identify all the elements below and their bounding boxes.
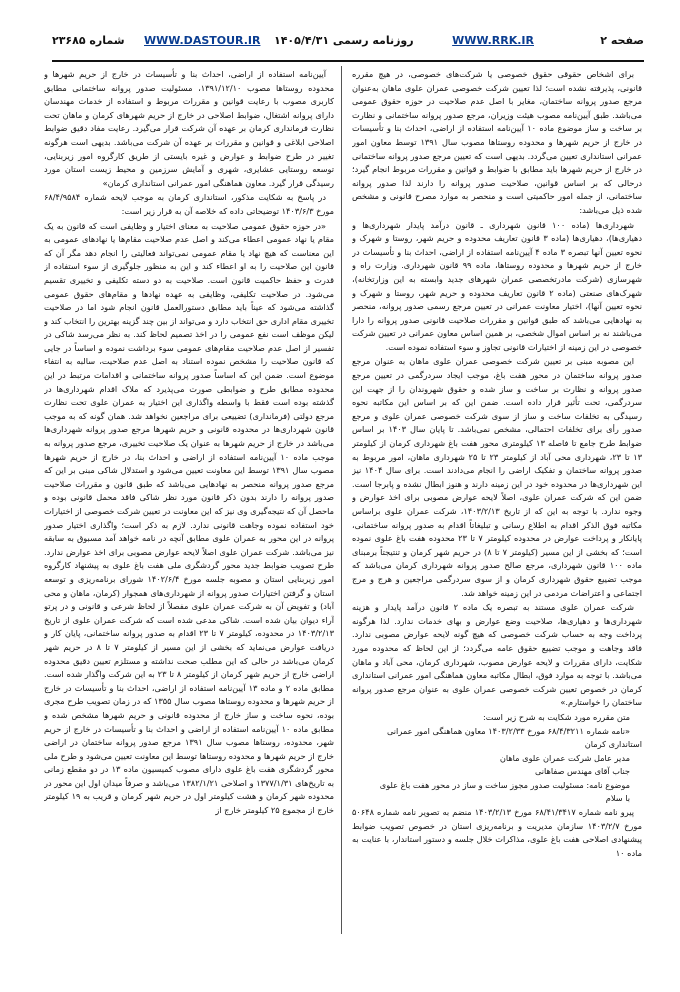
- right-paragraph: شهرداری‌ها (ماده ۱۰۰ قانون شهرداری ـ قانون درآمد پایدار شهرداری‌ها و دهیاری‌ها)، دهیاری‌ها (ماده ۳ قانون تعاریف محدوده و حریم شهر، روستا و شهرک و نحوه تعیین آنها تبصره ۳ ماده ۴ آیین‌نامه استفاده از اراضی، احداث بنا و تأسیسات در خارج از حریم شهرها و محدوده روستاها، ماده ۹۹ قانون شهرداری. وزارت راه و شهرسازی (شرکت مادرتخصصی عمران شهرهای جدید وابسته به این وزارتخانه)، شهرک‌های صنعتی (ماده ۲ قانون تعاریف محدوده و حریم شهر، روستا و شهرک و نحوه تعیین آنها)، اختیار معاونت عمرانی در تعیین مرجع رسمی صدور پروانه، منحصر به نهادهایی می‌باشد که طبق قوانین و مقررات صلاحیت قانونی صدور پروانه را دارا می‌باشند نه بر اساس اموال شخصی، بر همین اساس معاون عمرانی در تعیین شرکت خصوصی در این زمینه از اختیارات قانونی تجاوز و سوء استفاده نموده است.: [352, 219, 642, 352]
- right-paragraph: برای اشخاص حقوقی حقوق خصوصی یا شرکت‌های خصوصی، در هیچ مقرره قانونی، پذیرفته نشده است؛ لذا تعیین شرکت خصوصی عمران علوی ماهان به‌عنوان مرجع صدور پروانه ساختمان، مغایر با اصل عدم صلاحیت در حوزه حقوق عمومی می‌باشد. طبق آیین‌نامه مصوب هیئت وزیران، مرجع صدور پروانه ساختمانی و نظارت بر ساخت و ساز موضوع ماده ۱۰ آیین‌نامه استفاده از اراضی، احداث بنا و تأسیسات در خارج از حریم شهرها و محدوده روستاها مصوب سال ۱۳۹۱ توسط معاون امور عمرانی استانداری تعیین می‌گردد. بدیهی است که تعیین مرجع صدور پروانه ساختمانی در خارج از حریم شهرها باید مطابق با ضوابط و قوانین و مقررات مربوط انجام گیرد؛ درحالی که بر اساس قوانین، صلاحیت صدور پروانه را دارند لذا صدور پروانه ساختمانی، از جمله امور حاکمیتی است و منحصر به موارد مصرح قانونی و مشخص شده ذیل می‌باشد:: [352, 69, 642, 215]
- right-closing-paragraph: پیرو نامه شماره ۶۸/۴۱/۳۴۱۷ مورخ ۱۴۰۳/۲/۱۳ منضم به تصویر نامه شماره ۵۰۶۴۸ مورخ ۱۴۰۳/۲/۷ سازمان مدیریت و برنامه‌ریزی استان در خصوص تصویب ضوابط پیشنهادی اصلاحی هفت باغ علوی، مذاکرات خلال جلسه و دستور استاندار، با عنایت به ماده ۱۰: [352, 807, 642, 858]
- gazette-title-date: روزنامه رسمی ۱۴۰۵/۴/۳۱: [274, 34, 414, 47]
- left-column: [44, 68, 334, 930]
- letter-recipient: مدیر عامل شرکت عمران علوی ماهان: [499, 752, 630, 763]
- page-header: [52, 34, 644, 56]
- left-paragraph: آیین‌نامه استفاده از اراضی، احداث بنا و تأسیسات در خارج از حریم شهرها و محدوده روستاها مصوب ۱۳۹۱/۱۲/۱۰، مسئولیت صدور پروانه ساختمانی مطابق کاربری مصوب با رعایت قوانین و مقررات مربوط و استفاده از خدمات مهندسان دارای پروانه اشتغال، ضوابط اصلاحی در خارج از حریم شهرهای کرمان و ماهان تحت نظارت فرمانداری کرمان بر عهده آن شرکت قرار می‌گیرد. رعایت مفاد دقیق ضوابط اصلاحی ابلاغی و قوانین و مقررات بر عهده آن شرکت می‌باشد. بدیهی است هرگونه تغییر در طرح ضوابط و عوارض و غیره بایستی از طریق کارگروه امور زیربنایی، توسعه روستایی عشایری، شهری و آمایش سرزمین و محیط زیست استان مورد رسیدگی قرار گیرد. معاون هماهنگی امور عمرانی استانداری کرمان»: [44, 69, 334, 188]
- quote-intro-line: متن مقرره مورد شکایت به شرح زیر است:: [482, 711, 630, 722]
- letter-addressee: جناب آقای مهندس صفاهانی: [534, 766, 630, 777]
- header-divider: [52, 60, 644, 62]
- letter-subject: موضوع نامه: مسئولیت صدور مجوز ساخت و ساز در محور هفت باغ علوی: [379, 779, 630, 790]
- rrk-site-link[interactable]: WWW.RRK.IR: [452, 34, 534, 47]
- left-paragraph: در پاسخ به شکایت مذکور، استانداری کرمان به موجب لایحه شماره ۶۸/۴/۹۵۸۴ مورخ ۱۴۰۳/۶/۳ توضیحاتی داده که خلاصه آن به قرار زیر است:: [44, 192, 334, 216]
- letter-greeting: با سلام: [605, 793, 630, 804]
- issue-number: شماره ۲۳۶۸۵: [52, 34, 125, 47]
- left-paragraph: «در حوزه حقوق عمومی صلاحیت به معنای اختیار و وظایفی است که قانون به یک مقام یا نهاد عمومی اعطاء می‌کند و اصل عدم صلاحیت مقام‌ها یا نهادهای عمومی به این معناست که هیچ نهاد یا مقام عمومی نمی‌تواند فعالیتی را انجام دهد مگر آن که قانون این صلاحیت را به او اعطاء کند و این به منظور جلوگیری از سوء استفاده از قدرت و حفظ حاکمیت قانون است. صلاحیت به دو دسته تکلیفی و تخییری تقسیم می‌شود. در صلاحیت تکلیفی، وظایفی به عهده نهادها و مقام‌های حقوق عمومی گذاشته می‌شود که عیناً باید مطابق دستورالعمل قانون انجام شود اما در صلاحیت تخییری مقام اداری حق انتخاب دارد و می‌تواند از بین چند گزینه بهترین را انتخاب کند و لیکن موظف است نفع عمومی را در اخذ تصمیم لحاظ کند. به نظر می‌رسد شاکی در تفسیر از اصل عدم صلاحیت مقام‌های عمومی سوء برداشت نموده و اساساً در جایی که قانون صلاحیت را مشخص نموده استناد به اصل عدم صلاحیت، سالبه به انتفاء موضوع است. ضمن این که اساساً صدور پروانه ساختمانی و اقدامات مرتبط در این محدوده مطابق طرح و ضوابطی صورت می‌پذیرد که ملاک اقدام شهرداری‌ها در گذشته بوده است فقط با واسطه واگذاری این اختیار به عمران علوی تحت نظارت مرجع دولتی (فرمانداری) تضییعی برای مراجعین نخواهد شد. همان گونه که به موجب قانون شهرداری‌ها در محدوده قانونی و حریم شهرها مرجع صدور پروانه شهرداری‌ها می‌باشد در خارج از حریم شهرها به عنوان یک صلاحیت تخییری، مرجع صدور پروانه به موجب ماده ۱۰ آیین‌نامه استفاده از اراضی و احداث بنا، در خارج از حریم شهرها مصوب سال ۱۳۹۱ توسط این معاونت تعیین می‌شود و استدلال شاکی مبنی بر این که مرجع صدور پروانه منحصر به نهادهایی می‌باشد که طبق قانون و مقررات صلاحیت صدور پروانه را دارند بدون ذکر قانون مورد نظر شاکی فاقد محمل قانونی بوده و ماحصل آن که نتیجه‌گیری وی نیز که این معاونت در تعیین شرکت خصوصی از اختیارات خود استفاده نموده وجاهت قانونی ندارد. لازم به ذکر است؛ واگذاری اختیار صدور پروانه در این محور به عمران علوی مطابق آنچه در نامه خواهد آمد مسبوق به سابقه نیز می‌باشد. شرکت عمران علوی اصلاً لایحه عوارض مصوبی برای اخذ عوارض ندارد. طرح تصویب ضوابط جدید محور گردشگری ملی هفت باغ علوی به پیشنهاد کارگروه امور زیربنایی استان و مصوبه جلسه مورخ ۱۴۰۲/۶/۴ شورای برنامه‌ریزی و توسعه استان و گرفتن اختیارات صدور پروانه از شهرداری‌های همجوار (کرمان، ماهان و محی آباد) و تفویض آن به شرکت عمران علوی مفصلاً از لحاظ شرعی و قانونی و در پرتو آراء دیوان بیان شده است. شاکی مدعی شده است که شرکت عمران علوی از تاریخ ۱۴۰۳/۲/۱۳ در محدوده، کیلومتر ۷ تا ۲۳ اقدام به صدور پروانه ساختمانی، پایان کار و دریافت عوارض می‌نماید که بخشی از این مسیر از کیلومتر ۷ تا ۸ در حریم شهر کرمان می‌باشد در حالی که این مطلب صحت نداشته و مستلزم تعیین دقیق محدوده اراضی خارج از حریم شهر کرمان از کیلومتر ۸ تا ۲۳ به این شرکت واگذار شده است. مطابق ماده ۲ و ماده ۱۳ آیین‌نامه استفاده از اراضی، احداث بنا و تأسیسات در خارج از حریم شهرها و محدوده روستاها مصوب سال ۱۳۵۵ که در زمان تصویب طرح مجری بوده، نحوه ساخت و ساز خارج از محدوده قانونی و حریم شهرها مشخص شده و مطابق ماده ۱۰ آیین‌نامه استفاده از اراضی و احداث بنا و تأسیسات در خارج از حریم شهر، محدوده، روستاها مصوب سال ۱۳۹۱ مرجع صدور پروانه ساختمان در اراضی خارج از حریم شهرها و محدوده روستاها توسط این معاونت تعیین می‌شود و طرح ملی محور گردشگری هفت باغ علوی دارای مصوب کمیسیون ماده ۱۳ در دو مقطع زمانی به تاریخ‌های ۱۳۷۷/۱/۳۱ و اصلاحی ۱۳۸۲/۱/۲۱ می‌باشد و صرفاً میدان اول این محور در محدوده شهر کرمان و هشت کیلومتر اول در حریم شهر کرمان و قریب به ۱۹ کیلومتر خارج از مجموع ۲۵ کیلومتر خارج از: [44, 220, 334, 816]
- page-number: صفحه ۲: [600, 34, 644, 47]
- right-paragraph: شرکت عمران علوی مستند به تبصره یک ماده ۲ قانون درآمد پایدار و هزینه شهرداری‌ها و دهیاری‌ها، صلاحیت وضع عوارض و بهای خدمات ندارد. لذا هرگونه پرداخت وجه به حساب شرکت خصوصی که هیچ گونه لایحه عوارض مصوبی ندارد. فاقد وجاهت و موجب تضییع حقوق عامه می‌گردد؛ از این لحاظ که محدوده مورد شکایت، دارای مقررات و لایحه عوارض مصوب، شهرداری کرمان، محی آباد و ماهان می‌باشد. با توجه به موارد فوق، ابطال مکاتبه معاون هماهنگی امور عمرانی استانداری کرمان در خصوص تعیین شرکت خصوصی عمران علوی به عنوان مرجع صدور پروانه ساختمان را خواستارم.»: [352, 602, 642, 708]
- right-column: [352, 68, 642, 930]
- quoted-letter-header: «نامه شماره ۶۸/۴/۳۲۱۱ مورخ ۱۴۰۳/۲/۳۳ معاون هماهنگی امور عمرانی استانداری کرمان: [386, 725, 642, 750]
- column-divider: [341, 66, 342, 934]
- dastour-site-link[interactable]: WWW.DASTOUR.IR: [144, 34, 261, 47]
- right-paragraph: این مصوبه مبنی بر تعیین شرکت خصوصی عمران علوی ماهان به عنوان مرجع صدور پروانه ساختمان در محور هفت باغ، موجب ایجاد سردرگمی در تعیین مرجع صدور پروانه و نظارت بر ساخت و ساز شده و حقوق شهروندان را از جهت این سردرگمی، تحت تأثیر قرار داده است. ضمن این که بر اساس این مکاتبه نحوه رسیدگی به تخلفات ساخت و ساز از سوی شرکت خصوصی عمران علوی و مرجع صدور رأی برای تخلفات احتمالی، مشخص نمی‌باشد. تا پایان سال ۱۴۰۳ بر اساس ضوابط طرح جامع تا فاصله ۱۳ کیلومتری محور هفت باغ شهرداری کرمان از کیلومتر ۱۳ تا ۲۳، شهرداری محی آباد از کیلومتر ۲۳ تا ۲۵ شهرداری ماهان، امور مربوط به صدور پروانه ساختمان و تفکیک اراضی را انجام می‌دادند است. برای سال ۱۴۰۴ نیز این شهرداری‌ها در محدوده خود در این زمینه دارند و هنوز ابطال نشده و پابرجا است. ضمن این که شرکت عمران علوی، اصلاً لایحه عوارض مصوبی برای اخذ عوارض و وجوه ندارد. با توجه به این که از تاریخ ۱۴۰۳/۲/۱۳، شرکت عمران علوی براساس مکاتبه فوق الذکر اقدام به اطلاع رسانی و تبلیغاتاً اقدام به صدور پروانه ساختمانی، پایانکار و پرداخت عوارض در محدوده کیلومتر ۷ تا ۲۳ محدوده هفت باغ علوی نموده است؛ که بخشی از این مسیر (کیلومتر ۷ تا ۸) در حریم شهر کرمان و تنتیجتاً برمبنای ماده ۱۰۰ قانون شهرداری، مرجع صالح صدور پروانه شهرداری کرمان می‌باشد که موجب تضییع حقوق شهرداری کرمان و از سوی سردرگمی مراجعین و هرج و مرج اجتماعی و اعتراضات مردمی در این زمینه خواهد شد.: [352, 356, 642, 598]
